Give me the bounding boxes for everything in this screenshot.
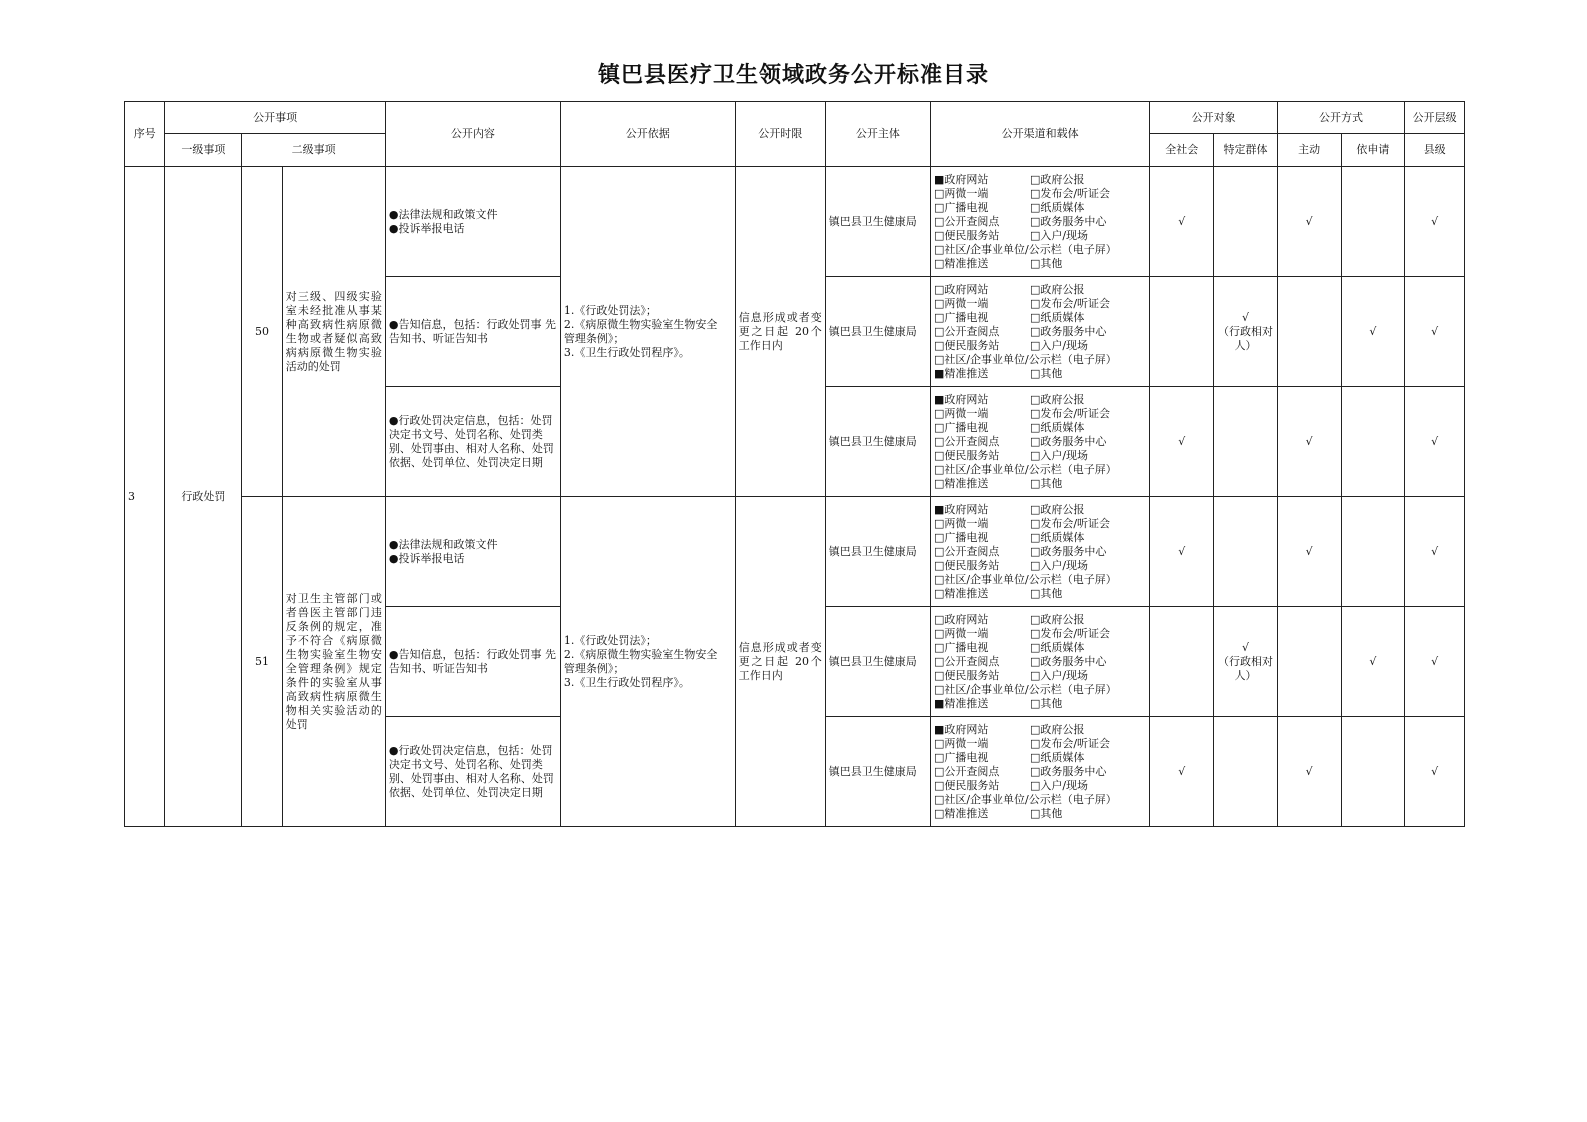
channel-option: □政务服务中心 <box>1029 764 1107 778</box>
channel-option: □精准推送 <box>933 476 989 490</box>
header-content: 公开内容 <box>385 102 560 167</box>
target-all-cell: √ <box>1150 387 1214 497</box>
channel-option: □便民服务站 <box>933 448 1000 462</box>
channel-option: □便民服务站 <box>933 668 1000 682</box>
item-number: 50 <box>242 167 282 497</box>
channel-line <box>934 187 1146 201</box>
target-all-cell <box>1150 607 1214 717</box>
channel-option: □政务服务中心 <box>1029 324 1107 338</box>
channel-option: ■政府网站 <box>933 502 989 516</box>
channel-line <box>934 463 1146 477</box>
channel-option: □便民服务站 <box>933 338 1000 352</box>
channel-option: □广播电视 <box>933 750 989 764</box>
channel-option: ■政府网站 <box>933 172 989 186</box>
time-limit-cell: 信息形成或者变更之日起 20个工作日内 <box>735 497 825 827</box>
channel-line <box>934 545 1146 559</box>
channel-line <box>934 641 1146 655</box>
header-subject: 公开主体 <box>825 102 930 167</box>
channel-option: □发布会/听证会 <box>1029 186 1111 200</box>
group-seq: 3 <box>125 167 165 827</box>
channel-option: □政务服务中心 <box>1029 434 1107 448</box>
channel-option: □广播电视 <box>933 200 989 214</box>
channel-line <box>934 477 1146 491</box>
channel-line <box>934 779 1146 793</box>
header-target: 公开对象 <box>1150 102 1277 134</box>
channel-option: □社区/企事业单位/公示栏（电子屏） <box>933 462 1117 476</box>
channel-option: □社区/企事业单位/公示栏（电子屏） <box>933 242 1117 256</box>
channel-option: □两微一端 <box>933 516 989 530</box>
channel-option: □政府网站 <box>933 612 989 626</box>
level-county-cell: √ <box>1405 497 1465 607</box>
channel-option: □便民服务站 <box>933 778 1000 792</box>
header-time-limit: 公开时限 <box>735 102 825 167</box>
method-request-cell <box>1341 167 1405 277</box>
channel-line <box>934 393 1146 407</box>
channel-option: □政务服务中心 <box>1029 544 1107 558</box>
channel-line <box>934 311 1146 325</box>
channel-option: □两微一端 <box>933 626 989 640</box>
channel-option: □精准推送 <box>933 806 989 820</box>
channel-option: □其他 <box>1029 696 1063 710</box>
channel-option: □广播电视 <box>933 640 989 654</box>
channel-line <box>934 243 1146 257</box>
channel-option: □入户/现场 <box>1029 668 1089 682</box>
header-matters: 公开事项 <box>165 102 385 134</box>
content-cell: ●行政处罚决定信息，包括：处罚决定书文号、处罚名称、处罚类别、处罚事由、相对人名称、处罚依据、处罚单位、处罚决定日期 <box>385 387 560 497</box>
channel-option: □政府公报 <box>1029 612 1085 626</box>
channel-option: □公开查阅点 <box>933 654 1000 668</box>
channel-line <box>934 655 1146 669</box>
page-title: 镇巴县医疗卫生领域政务公开标准目录 <box>597 62 989 88</box>
channel-option: □入户/现场 <box>1029 778 1089 792</box>
header-level1: 一级事项 <box>165 134 242 167</box>
target-specific-cell: √ （行政相对人） <box>1214 607 1278 717</box>
channels-cell <box>930 387 1149 497</box>
channel-option: □入户/现场 <box>1029 448 1089 462</box>
catalog-table <box>124 101 1465 827</box>
channel-option: ■精准推送 <box>933 696 989 710</box>
header-level: 公开层级 <box>1405 102 1465 134</box>
channel-option: □便民服务站 <box>933 228 1000 242</box>
channel-option: □政府网站 <box>933 282 989 296</box>
header-method: 公开方式 <box>1277 102 1404 134</box>
channel-option: □纸质媒体 <box>1029 310 1085 324</box>
channel-option: □其他 <box>1029 256 1063 270</box>
subject-cell: 镇巴县卫生健康局 <box>825 717 930 827</box>
method-active-cell <box>1277 277 1341 387</box>
channel-line <box>934 531 1146 545</box>
channel-line <box>934 669 1146 683</box>
target-specific-cell: √ （行政相对人） <box>1214 277 1278 387</box>
channel-line <box>934 367 1146 381</box>
level-county-cell: √ <box>1405 607 1465 717</box>
channel-option: □其他 <box>1029 476 1063 490</box>
channel-line <box>934 613 1146 627</box>
table-row <box>125 167 1465 277</box>
channel-option: □入户/现场 <box>1029 338 1089 352</box>
channel-line <box>934 503 1146 517</box>
channel-option: □纸质媒体 <box>1029 200 1085 214</box>
subject-cell: 镇巴县卫生健康局 <box>825 277 930 387</box>
channel-option: □两微一端 <box>933 296 989 310</box>
channel-line <box>934 325 1146 339</box>
target-all-cell: √ <box>1150 497 1214 607</box>
group-level1: 行政处罚 <box>165 167 242 827</box>
channel-option: □精准推送 <box>933 586 989 600</box>
channel-line <box>934 297 1146 311</box>
channel-option: □政府公报 <box>1029 392 1085 406</box>
channel-line <box>934 723 1146 737</box>
channel-line <box>934 559 1146 573</box>
channel-line <box>934 353 1146 367</box>
channel-option: □公开查阅点 <box>933 324 1000 338</box>
content-cell: ●告知信息，包括：行政处罚事 先告知书、听证告知书 <box>385 277 560 387</box>
channel-option: □入户/现场 <box>1029 228 1089 242</box>
target-specific-cell <box>1214 497 1278 607</box>
channel-line <box>934 737 1146 751</box>
channel-option: □社区/企事业单位/公示栏（电子屏） <box>933 792 1117 806</box>
channel-option: □政府公报 <box>1029 282 1085 296</box>
channel-line <box>934 697 1146 711</box>
content-cell: ●行政处罚决定信息，包括：处罚决定书文号、处罚名称、处罚类别、处罚事由、相对人名称、处罚依据、处罚单位、处罚决定日期 <box>385 717 560 827</box>
channel-line <box>934 229 1146 243</box>
channel-option: □政务服务中心 <box>1029 654 1107 668</box>
content-cell: ●法律法规和政策文件 ●投诉举报电话 <box>385 167 560 277</box>
channel-option: □其他 <box>1029 586 1063 600</box>
channel-option: □公开查阅点 <box>933 434 1000 448</box>
channel-option: □纸质媒体 <box>1029 420 1085 434</box>
target-all-cell <box>1150 277 1214 387</box>
header-channels: 公开渠道和载体 <box>930 102 1149 167</box>
header-target-specific: 特定群体 <box>1214 134 1278 167</box>
target-specific-cell <box>1214 167 1278 277</box>
header-basis: 公开依据 <box>560 102 735 167</box>
channel-line <box>934 435 1146 449</box>
method-active-cell: √ <box>1277 167 1341 277</box>
content-cell: ●法律法规和政策文件 ●投诉举报电话 <box>385 497 560 607</box>
channel-line <box>934 173 1146 187</box>
channel-option: □发布会/听证会 <box>1029 406 1111 420</box>
channel-line <box>934 517 1146 531</box>
subject-cell: 镇巴县卫生健康局 <box>825 497 930 607</box>
channel-line <box>934 627 1146 641</box>
subject-cell: 镇巴县卫生健康局 <box>825 387 930 497</box>
channel-option: □社区/企事业单位/公示栏（电子屏） <box>933 352 1117 366</box>
channel-option: □精准推送 <box>933 256 989 270</box>
header-seq: 序号 <box>125 102 165 167</box>
header-method-active: 主动 <box>1277 134 1341 167</box>
channel-option: □发布会/听证会 <box>1029 626 1111 640</box>
channel-option: □广播电视 <box>933 530 989 544</box>
channel-option: ■精准推送 <box>933 366 989 380</box>
channel-option: □政府公报 <box>1029 502 1085 516</box>
method-active-cell: √ <box>1277 497 1341 607</box>
channel-line <box>934 793 1146 807</box>
channel-option: □入户/现场 <box>1029 558 1089 572</box>
target-all-cell: √ <box>1150 717 1214 827</box>
level-county-cell: √ <box>1405 277 1465 387</box>
table-row <box>125 497 1465 607</box>
channel-line <box>934 449 1146 463</box>
channel-option: □公开查阅点 <box>933 544 1000 558</box>
header-level-county: 县级 <box>1405 134 1465 167</box>
channel-option: □政务服务中心 <box>1029 214 1107 228</box>
method-request-cell <box>1341 387 1405 497</box>
channel-option: □两微一端 <box>933 186 989 200</box>
channel-option: □发布会/听证会 <box>1029 516 1111 530</box>
target-specific-cell <box>1214 387 1278 497</box>
basis-cell: 1.《行政处罚法》； 2.《病原微生物实验室生物安全 管理条例》； 3.《卫生行政处罚程序》。 <box>560 497 735 827</box>
channel-line <box>934 683 1146 697</box>
channel-line <box>934 201 1146 215</box>
channel-option: □发布会/听证会 <box>1029 296 1111 310</box>
method-request-cell: √ <box>1341 607 1405 717</box>
channel-option: □广播电视 <box>933 420 989 434</box>
channel-option: □其他 <box>1029 806 1063 820</box>
item-name: 对卫生主管部门或者兽医主管部门违反条例的规定，准予不符合《病原微 生物实验室生物安 全管理条例》规定条件的实验室从事 高致病性病原微生物相关实验活动的处罚 <box>282 497 385 827</box>
channel-line <box>934 421 1146 435</box>
channel-option: □发布会/听证会 <box>1029 736 1111 750</box>
channel-option: □便民服务站 <box>933 558 1000 572</box>
channel-line <box>934 807 1146 821</box>
content-cell: ●告知信息，包括：行政处罚事 先告知书、听证告知书 <box>385 607 560 717</box>
subject-cell: 镇巴县卫生健康局 <box>825 167 930 277</box>
target-all-cell: √ <box>1150 167 1214 277</box>
channel-option: ■政府网站 <box>933 722 989 736</box>
method-active-cell: √ <box>1277 387 1341 497</box>
header-level2: 二级事项 <box>242 134 386 167</box>
level-county-cell: √ <box>1405 387 1465 497</box>
header-target-all: 全社会 <box>1150 134 1214 167</box>
channel-option: □广播电视 <box>933 310 989 324</box>
channel-line <box>934 751 1146 765</box>
channel-line <box>934 215 1146 229</box>
channel-option: □其他 <box>1029 366 1063 380</box>
channel-option: □两微一端 <box>933 406 989 420</box>
channel-line <box>934 765 1146 779</box>
channel-line <box>934 339 1146 353</box>
channel-option: □纸质媒体 <box>1029 530 1085 544</box>
channel-option: □社区/企事业单位/公示栏（电子屏） <box>933 682 1117 696</box>
channels-cell <box>930 167 1149 277</box>
level-county-cell: √ <box>1405 167 1465 277</box>
channel-option: ■政府网站 <box>933 392 989 406</box>
channel-line <box>934 283 1146 297</box>
channel-line <box>934 407 1146 421</box>
target-specific-cell <box>1214 717 1278 827</box>
item-name: 对三级、四级实验室未经批准从事某种高致病性病原微生物或者疑似高致病病原微生物实验活动的处罚 <box>282 167 385 497</box>
channel-line <box>934 257 1146 271</box>
channel-option: □公开查阅点 <box>933 214 1000 228</box>
time-limit-cell: 信息形成或者变更之日起 20个工作日内 <box>735 167 825 497</box>
channel-option: □政府公报 <box>1029 722 1085 736</box>
channel-option: □两微一端 <box>933 736 989 750</box>
channel-option: □纸质媒体 <box>1029 750 1085 764</box>
method-request-cell: √ <box>1341 277 1405 387</box>
method-active-cell: √ <box>1277 717 1341 827</box>
channel-line <box>934 587 1146 601</box>
header-method-request: 依申请 <box>1341 134 1405 167</box>
channels-cell <box>930 277 1149 387</box>
channels-cell <box>930 717 1149 827</box>
basis-cell: 1.《行政处罚法》； 2.《病原微生物实验室生物安全 管理条例》； 3.《卫生行政处罚程序》。 <box>560 167 735 497</box>
channel-option: □公开查阅点 <box>933 764 1000 778</box>
level-county-cell: √ <box>1405 717 1465 827</box>
channels-cell <box>930 497 1149 607</box>
subject-cell: 镇巴县卫生健康局 <box>825 607 930 717</box>
channel-option: □纸质媒体 <box>1029 640 1085 654</box>
channel-option: □政府公报 <box>1029 172 1085 186</box>
channel-line <box>934 573 1146 587</box>
method-request-cell <box>1341 497 1405 607</box>
item-number: 51 <box>242 497 282 827</box>
method-request-cell <box>1341 717 1405 827</box>
method-active-cell <box>1277 607 1341 717</box>
channels-cell <box>930 607 1149 717</box>
channel-option: □社区/企事业单位/公示栏（电子屏） <box>933 572 1117 586</box>
